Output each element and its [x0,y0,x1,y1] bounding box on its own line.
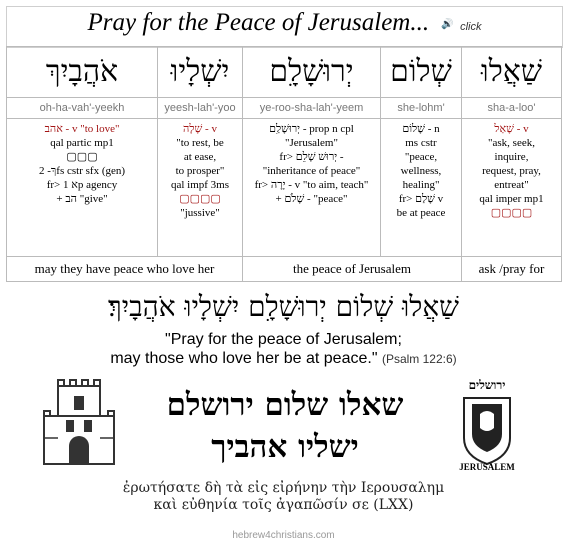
headword: שְׁלוֹם [381,47,462,98]
grammar-line: entreat" [494,179,529,191]
transliteration: she-lohm' [381,98,462,119]
grammar-line: fr> שָׁלַם v [398,193,444,205]
speaker-icon[interactable]: 🔊 [441,18,454,30]
transliteration: sha-a-loo' [462,98,562,119]
audio-click-link[interactable]: click [460,21,482,33]
grammar-line: ▢▢▢▢ [179,193,221,205]
grammar-cell [381,119,462,257]
greek-line2: καὶ εὐθηνία τοῖς ἀγαπῶσίν σε (LXX) [153,497,414,513]
title-row [7,9,562,37]
headword: יִשְׁלָיוּ [158,47,243,98]
grammar-line: שָׁלָה - v [183,123,217,135]
translation-cell: the peace of Jerusalem [243,257,462,282]
grammar-line: ךְ- 2fs cstr sfx (gen) [38,165,126,177]
emblem-label: JERUSALEM [459,462,515,472]
transliteration: ye-roo-sha-lah'-yeem [243,98,381,119]
emblem-hebrew: ירושלים [468,378,506,392]
grammar-line: fr> א 1p agency [46,179,118,191]
grammar-line: at ease, [183,151,217,163]
grammar-line: "inheritance of peace" [262,165,361,177]
grammar-line: "to rest, be [176,137,224,149]
greek-text [0,480,567,514]
grammar-line: "ask, seek, [488,137,535,149]
grammar-line: qal impf 3ms [170,179,230,191]
grammar-line: inquire, [494,151,529,163]
grammar-cell [158,119,243,257]
headword: יְרוּשָׁלִָם [243,47,381,98]
grammar-line: "peace, [404,151,438,163]
grammar-line: to prosper" [175,165,225,177]
verse-reference: (Psalm 122:6) [381,352,457,366]
grammar-line: + הב "give" [56,193,108,205]
word-table [6,46,562,282]
grammar-line: שָׁאַל - v [494,123,529,135]
grammar-line: יְרוּשָׁלִַם - prop n cpl [269,123,354,135]
grammar-cell [7,119,158,257]
verse-english-line2: may those who love her be at peace." [110,350,378,367]
verse-hebrew: שַׁאֲלוּ שְׁלוֹם יְרוּשָׁלִָם יִשְׁלָיוּ אֹהֲבָיִךְ׃ [108,290,459,323]
display-hebrew [140,384,430,468]
site-watermark: hebrew4christians.com [232,530,335,541]
page-title: Pray for the Peace of Jerusalem... [87,9,430,36]
grammar-line: "Jerusalem" [285,137,338,149]
grammar-line: fr> יָרָה - v "to aim, teach" [254,179,369,191]
grammar-line: שָׁלוֹם - n [402,123,440,135]
grammar-line: healing" [402,179,440,191]
grammar-line: ms cstr [405,137,437,149]
translation-cell: ask /pray for [462,257,562,282]
transliteration: yeesh-lah'-yoo [158,98,243,119]
display-hebrew-line2: ישליו אהביך [211,429,359,465]
verse-english-line1: "Pray for the peace of Jerusalem; [165,331,402,348]
grammar-line: "jussive" [180,207,220,219]
headword: אֹהֲבָיִךְ [7,47,158,98]
grammar-line: ▢▢▢▢ [490,207,533,219]
grammar-line: qal imper mp1 [479,193,544,205]
transliteration: oh-ha-vah'-yeekh [7,98,158,119]
grammar-line: אהב - v "to love" [44,123,120,135]
display-hebrew-line1: שאלו שלום ירושלם [166,387,404,423]
greek-line1: ἐρωτήσατε δὴ τὰ εἰς εἰρήνην τὴν Ιερουσαλημ [122,480,445,496]
tower-of-david-icon [36,376,122,466]
grammar-line: request, pray, [482,165,541,177]
grammar-cell [243,119,381,257]
grammar-line: ▢▢▢ [66,151,98,163]
grammar-line: be at peace [396,207,446,219]
headword: שַׁאֲלוּ [462,47,562,98]
grammar-line: wellness, [400,165,442,177]
grammar-line: qal partic mp1 [50,137,114,149]
grammar-line: + שָׁלֹם - "peace" [275,193,348,205]
title-box [6,6,563,48]
grammar-cell [462,119,562,257]
translation-cell: may they have peace who love her [7,257,243,282]
verse-english [0,330,567,369]
grammar-line: fr> יְרוּשׁ שָׁלֵם - [279,151,344,163]
